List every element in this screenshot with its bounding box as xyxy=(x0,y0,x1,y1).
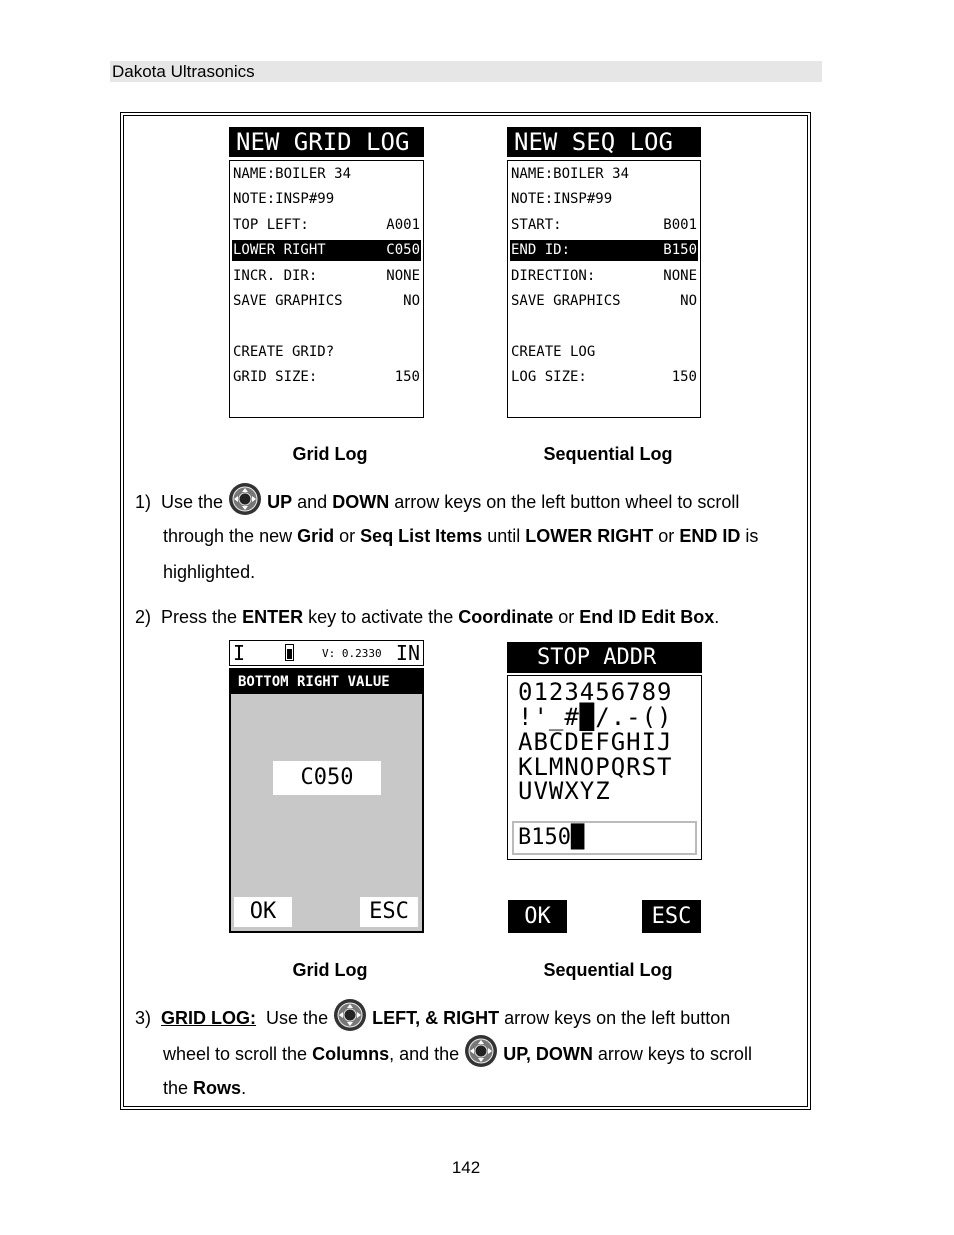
velocity-readout: V: 0.2330 xyxy=(322,647,382,660)
page-number: 142 xyxy=(451,1158,481,1177)
caption-seq-log-2: Sequential Log xyxy=(543,960,673,980)
seq-row-note: NOTE:INSP#99 xyxy=(511,191,613,207)
ok-button[interactable]: OK xyxy=(234,897,292,927)
char-row-a-j[interactable]: ABCDEFGHIJ xyxy=(518,728,673,756)
grid-row-lower-right[interactable]: LOWER RIGHT C050 xyxy=(232,240,421,261)
step2-line1: 2) Press the ENTER key to activate the Coordinate or End ID Edit Box. xyxy=(135,607,720,627)
grid-edit-lcd xyxy=(229,668,424,933)
grid-row-note: NOTE:INSP#99 xyxy=(233,191,335,207)
caption-grid-log-1: Grid Log xyxy=(292,444,368,464)
button-wheel-icon xyxy=(228,482,262,516)
char-row-symbols[interactable]: !'_#█/.-() xyxy=(518,703,673,731)
button-wheel-icon xyxy=(464,1034,498,1068)
seq-row-start: START: B001 xyxy=(511,217,697,233)
seq-ok-button[interactable]: OK xyxy=(508,900,567,933)
grid-row-name: NAME:BOILER 34 xyxy=(233,166,352,182)
step3-line3: the Rows. xyxy=(163,1078,247,1098)
grid-value-box[interactable]: C050 xyxy=(273,761,381,795)
caption-grid-log-2: Grid Log xyxy=(292,960,368,980)
grid-row-incr-dir: INCR. DIR: NONE xyxy=(233,268,420,284)
grid-row-create: CREATE GRID? xyxy=(233,344,335,360)
seq-log-screen xyxy=(507,160,701,418)
seq-row-direction: DIRECTION: NONE xyxy=(511,268,697,284)
char-row-k-t[interactable]: KLMNOPQRST xyxy=(518,753,673,781)
header-company: Dakota Ultrasonics xyxy=(112,62,255,81)
seq-row-name: NAME:BOILER 34 xyxy=(511,166,630,182)
step1-line3: highlighted. xyxy=(163,562,256,582)
grid-edit-title: BOTTOM RIGHT VALUE xyxy=(231,670,422,694)
seq-row-save-graphics: SAVE GRAPHICS NO xyxy=(511,293,697,309)
battery-icon xyxy=(285,644,294,661)
seq-row-size: LOG SIZE: 150 xyxy=(511,369,697,385)
char-row-u-z[interactable]: UVWXYZ xyxy=(518,777,611,805)
grid-row-save-graphics: SAVE GRAPHICS NO xyxy=(233,293,420,309)
grid-log-title: NEW GRID LOG xyxy=(229,127,424,157)
step1-line1: 1) Use the UP and DOWN arrow keys on the left button wheel to scroll xyxy=(135,482,739,520)
seq-row-create: CREATE LOG xyxy=(511,344,596,360)
status-left: I xyxy=(233,641,246,665)
stop-addr-screen xyxy=(507,675,702,860)
button-wheel-icon xyxy=(333,998,367,1032)
step1-line2: through the new Grid or Seq List Items until LOWER RIGHT or END ID is xyxy=(163,526,759,546)
seq-esc-button[interactable]: ESC xyxy=(642,900,701,933)
stop-addr-title: STOP ADDR xyxy=(507,642,702,673)
seq-log-title: NEW SEQ LOG xyxy=(507,127,701,157)
char-row-digits[interactable]: 0123456789 xyxy=(518,678,673,706)
grid-row-top-left: TOP LEFT: A001 xyxy=(233,217,420,233)
step3-line2: wheel to scroll the Columns, and the UP, DOWN arrow keys to scroll xyxy=(163,1034,752,1072)
caption-seq-log-1: Sequential Log xyxy=(543,444,673,464)
grid-edit-status-bar xyxy=(229,640,424,666)
esc-button[interactable]: ESC xyxy=(360,897,418,927)
step3-line1: 3) GRID LOG: Use the LEFT, & RIGHT arrow keys on the left button xyxy=(135,998,730,1036)
end-id-entry-field[interactable]: B150█ xyxy=(512,821,697,855)
grid-log-screen xyxy=(229,160,424,418)
grid-row-size: GRID SIZE: 150 xyxy=(233,369,420,385)
seq-row-end-id[interactable]: END ID: B150 xyxy=(510,240,698,261)
units-readout: IN xyxy=(395,641,420,665)
